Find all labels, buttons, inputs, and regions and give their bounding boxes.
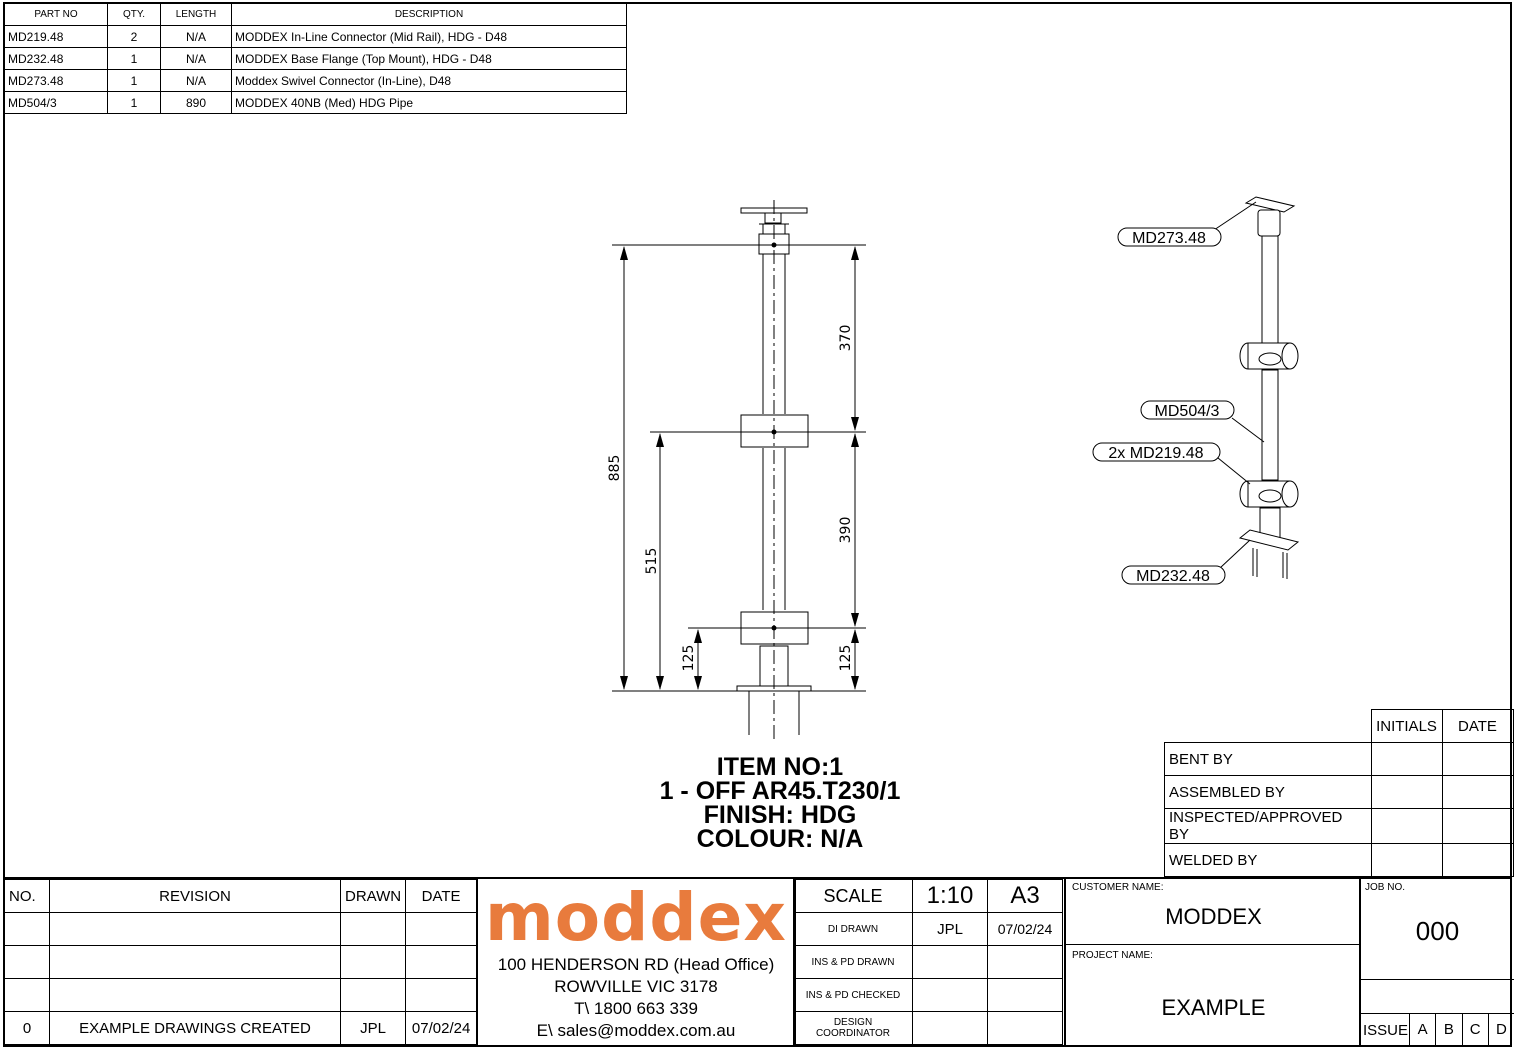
- bom-part: MD232.48: [5, 48, 108, 70]
- project-label: PROJECT NAME:: [1072, 950, 1153, 961]
- scale-table: [793, 879, 1063, 1045]
- revision-row: [5, 1012, 477, 1045]
- scale-value: 1:10: [913, 880, 988, 913]
- customer-label: CUSTOMER NAME:: [1072, 882, 1164, 893]
- bom-desc: MODDEX Base Flange (Top Mount), HDG - D48: [232, 48, 627, 70]
- company-phone: T\ 1800 663 339: [574, 999, 698, 1018]
- company-address-1: 100 HENDERSON RD (Head Office): [497, 955, 775, 974]
- item-note: [560, 755, 1000, 851]
- issue-b: B: [1435, 1013, 1461, 1047]
- revision-header-date: DATE: [406, 880, 477, 913]
- issue-c: C: [1462, 1013, 1488, 1047]
- callout-md504: MD504/3: [1154, 403, 1220, 420]
- revision-drawn: JPL: [341, 1012, 406, 1045]
- callout-leaders: [1214, 202, 1264, 568]
- company-email: E\ sales@moddex.com.au: [536, 1021, 736, 1040]
- bom-header-length: LENGTH: [161, 4, 232, 26]
- callout-md273: MD273.48: [1132, 230, 1206, 247]
- ins-pd-checked-label: INS & PD CHECKED: [794, 979, 913, 1012]
- dim-885: 885: [607, 454, 623, 482]
- ins-pd-drawn-label: INS & PD DRAWN: [794, 946, 913, 979]
- bom-desc: MODDEX In-Line Connector (Mid Rail), HDG - D48: [232, 26, 627, 48]
- dimension-lines: [612, 245, 866, 691]
- dimension-arrows: [620, 246, 859, 690]
- di-drawn-by: JPL: [913, 913, 988, 946]
- issue-label: ISSUE: [1363, 1022, 1409, 1039]
- bom-header-qty: QTY.: [108, 4, 161, 26]
- bom-length: N/A: [161, 48, 232, 70]
- inspection-row-label: WELDED BY: [1165, 844, 1372, 877]
- bom-desc: Moddex Swivel Connector (In-Line), D48: [232, 70, 627, 92]
- customer-name: MODDEX: [1165, 904, 1262, 929]
- bom-header-part: PART NO: [5, 4, 108, 26]
- project-name: EXAMPLE: [1161, 995, 1266, 1020]
- revision-header-revision: REVISION: [50, 880, 341, 913]
- front-elevation: [737, 200, 811, 740]
- revision-table: [4, 879, 477, 1045]
- callout-md232: MD232.48: [1136, 568, 1210, 585]
- bom-qty: 1: [108, 70, 161, 92]
- item-code: 1 - OFF AR45.T230/1: [659, 777, 901, 805]
- bom-length: N/A: [161, 26, 232, 48]
- company-logo: moddex: [485, 879, 787, 956]
- issue-d: D: [1488, 1013, 1514, 1047]
- bom-part: MD273.48: [5, 70, 108, 92]
- inspection-header-initials: INITIALS: [1371, 710, 1442, 743]
- scale-label: SCALE: [794, 880, 913, 913]
- dim-370: 370: [838, 324, 854, 352]
- job-number: 000: [1415, 916, 1460, 946]
- bom-desc: MODDEX 40NB (Med) HDG Pipe: [232, 92, 627, 114]
- bom-length: N/A: [161, 70, 232, 92]
- item-number: ITEM NO:1: [716, 753, 844, 781]
- dim-515: 515: [644, 547, 660, 575]
- revision-date: 07/02/24: [406, 1012, 477, 1045]
- company-address-2: ROWVILLE VIC 3178: [554, 977, 718, 996]
- bom-qty: 1: [108, 48, 161, 70]
- di-drawn-date: 07/02/24: [988, 913, 1063, 946]
- issue-a: A: [1409, 1013, 1435, 1047]
- inspection-header-date: DATE: [1442, 710, 1513, 743]
- design-coordinator-label: DESIGN COORDINATOR: [794, 1012, 913, 1045]
- inspection-row-label: ASSEMBLED BY: [1165, 776, 1372, 809]
- revision-header-no: NO.: [5, 880, 50, 913]
- revision-text: EXAMPLE DRAWINGS CREATED: [50, 1012, 341, 1045]
- revision-no: 0: [5, 1012, 50, 1045]
- di-drawn-label: DI DRAWN: [794, 913, 913, 946]
- job-block: [1359, 878, 1514, 1047]
- company-block: [476, 878, 796, 1047]
- job-label: JOB NO.: [1365, 882, 1406, 893]
- dim-390: 390: [838, 516, 854, 544]
- item-colour: COLOUR: N/A: [696, 825, 864, 853]
- bom-part: MD504/3: [5, 92, 108, 114]
- dim-125-right: 125: [838, 644, 854, 672]
- bom-qty: 1: [108, 92, 161, 114]
- customer-block: [1064, 878, 1361, 1047]
- inspection-row-label: INSPECTED/APPROVED BY: [1165, 809, 1372, 844]
- bom-qty: 2: [108, 26, 161, 48]
- bom-length: 890: [161, 92, 232, 114]
- bom-header-description: DESCRIPTION: [232, 4, 627, 26]
- isometric-view: [1240, 197, 1298, 579]
- inspection-row-label: BENT BY: [1165, 743, 1372, 776]
- revision-header-drawn: DRAWN: [341, 880, 406, 913]
- callout-md219: 2x MD219.48: [1108, 445, 1204, 462]
- inspection-table: [1164, 709, 1514, 877]
- sheet-size: A3: [988, 880, 1063, 913]
- item-finish: FINISH: HDG: [703, 801, 857, 829]
- dim-125-left: 125: [681, 644, 697, 672]
- bom-part: MD219.48: [5, 26, 108, 48]
